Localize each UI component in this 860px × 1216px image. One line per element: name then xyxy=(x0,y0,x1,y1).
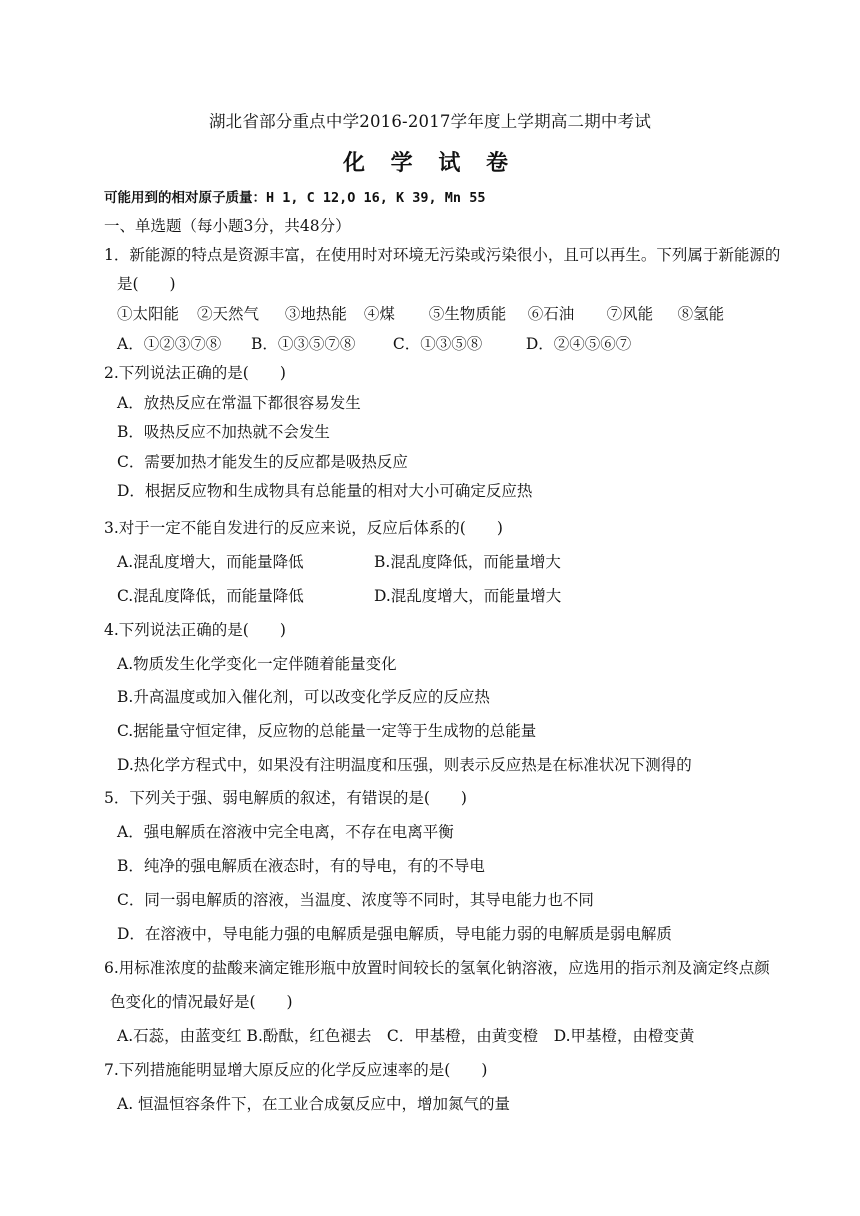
exam-title: 湖北省部分重点中学2016-2017学年度上学期高二期中考试 xyxy=(208,112,652,131)
question-7-stem: 7.下列措施能明显增大原反应的化学反应速率的是( ) xyxy=(104,1061,488,1079)
question-5-option-b: B．纯净的强电解质在液态时，有的导电，有的不导电 xyxy=(117,857,485,875)
section-heading: 一、单选题（每小题3分，共48分） xyxy=(104,217,351,235)
question-1-option-b: B．①③⑤⑦⑧ xyxy=(250,335,356,353)
question-3-stem: 3.对于一定不能自发进行的反应来说，反应后体系的( ) xyxy=(104,519,503,537)
question-6-options: A.石蕊，由蓝变红 B.酚酞，红色褪去 C．甲基橙，由黄变橙 D.甲基橙，由橙变黄 xyxy=(117,1027,695,1045)
question-3-option-a: A.混乱度增大，而能量降低 xyxy=(117,553,304,571)
question-5-option-a: A．强电解质在溶液中完全电离，不存在电离平衡 xyxy=(117,823,454,841)
question-4-stem: 4.下列说法正确的是( ) xyxy=(104,621,286,639)
question-5-stem: 5．下列关于强、弱电解质的叙述，有错误的是( ) xyxy=(104,789,467,807)
question-1-stem-line1: 1．新能源的特点是资源丰富，在使用时对环境无污染或污染很小，且可以再生。下列属于新能源的 xyxy=(104,246,781,264)
question-4-option-c: C.据能量守恒定律，反应物的总能量一定等于生成物的总能量 xyxy=(117,722,537,740)
question-4-option-a: A.物质发生化学变化一定伴随着能量变化 xyxy=(117,655,397,673)
question-6-stem-line1: 6.用标准浓度的盐酸来滴定锥形瓶中放置时间较长的氢氧化钠溶液，应选用的指示剂及滴定终点颜 xyxy=(104,959,770,977)
question-1-items xyxy=(117,304,724,324)
question-4-option-b: B.升高温度或加入催化剂，可以改变化学反应的反应热 xyxy=(117,688,490,706)
question-3-option-d: D.混乱度增大，而能量增大 xyxy=(374,587,562,605)
question-5-option-d: D．在溶液中，导电能力强的电解质是强电解质，导电能力弱的电解质是弱电解质 xyxy=(117,925,672,943)
question-4-option-d: D.热化学方程式中，如果没有注明温度和压强，则表示反应热是在标准状况下测得的 xyxy=(117,756,692,774)
question-2-stem: 2.下列说法正确的是( ) xyxy=(104,364,286,382)
question-1-item: ③地热能 xyxy=(284,305,347,323)
question-1-option-a: A．①②③⑦⑧ xyxy=(117,335,222,353)
question-2-option-b: B．吸热反应不加热就不会发生 xyxy=(117,423,330,441)
question-5-option-c: C．同一弱电解质的溶液，当温度、浓度等不同时，其导电能力也不同 xyxy=(117,891,594,909)
question-1-option-c: C．①③⑤⑧ xyxy=(392,335,483,353)
question-1-item: ②天然气 xyxy=(196,305,259,323)
question-3-option-b: B.混乱度降低，而能量增大 xyxy=(374,553,561,571)
subject-title: 化 学 试 卷 xyxy=(343,151,517,176)
question-1-item: ⑦风能 xyxy=(606,305,654,323)
question-1-item: ⑧氢能 xyxy=(677,305,725,323)
question-1-stem-line2: 是( ) xyxy=(117,275,176,293)
question-2-option-a: A．放热反应在常温下都很容易发生 xyxy=(117,394,361,412)
question-1-item: ⑤生物质能 xyxy=(428,305,507,323)
question-1-option-d: D．②④⑤⑥⑦ xyxy=(525,335,632,353)
question-1-options xyxy=(117,334,631,354)
question-2-option-d: D．根据反应物和生成物具有总能量的相对大小可确定反应热 xyxy=(117,482,533,500)
question-6-stem-line2: 色变化的情况最好是( ) xyxy=(110,993,293,1011)
question-1-item: ①太阳能 xyxy=(117,305,180,323)
question-1-item: ⑥石油 xyxy=(527,305,575,323)
question-3-option-c: C.混乱度降低，而能量降低 xyxy=(117,587,304,605)
question-2-option-c: C．需要加热才能发生的反应都是吸热反应 xyxy=(117,453,408,471)
question-1-item: ④煤 xyxy=(363,305,395,323)
question-7-option-a: A. 恒温恒容条件下，在工业合成氨反应中，增加氮气的量 xyxy=(117,1095,511,1113)
atomic-masses: 可能用到的相对原子质量：H 1, C 12,O 16, K 39, Mn 55 xyxy=(104,190,486,206)
